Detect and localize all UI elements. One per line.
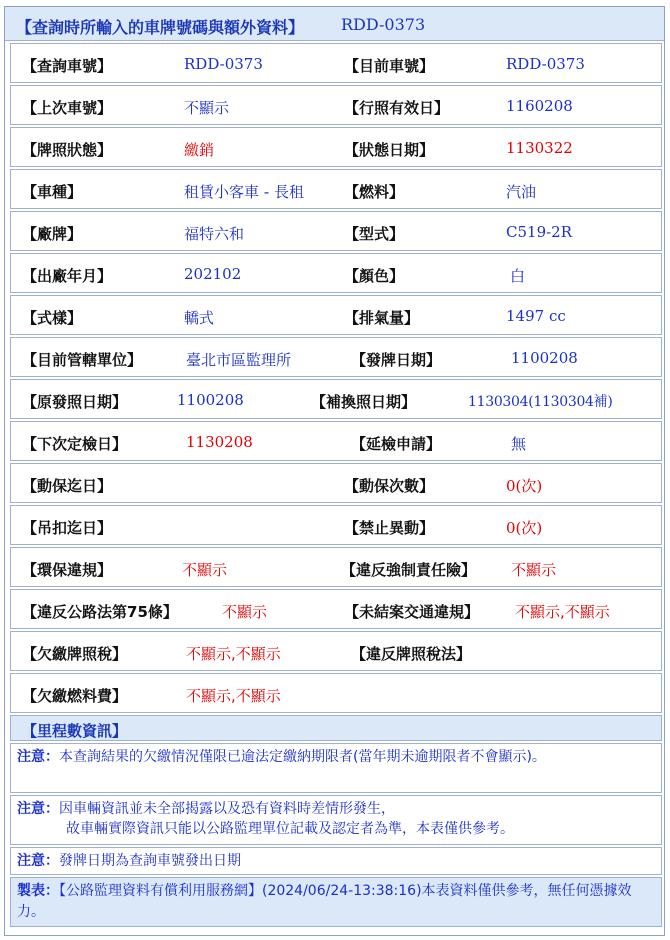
note-text: 本查詢結果的欠繳情況僅限已逾法定繳納期限者(當年期未逾期限者不會顯示)。 xyxy=(59,749,546,765)
field-label: 【型式】 xyxy=(344,225,405,243)
field-label: 【違反強制責任險】 xyxy=(341,561,477,579)
field-label: 【禁止異動】 xyxy=(344,519,435,537)
field-value: RDD-0373 xyxy=(506,55,585,73)
field-value: 1100208 xyxy=(511,349,578,367)
report-footer xyxy=(10,877,662,927)
field-value: 繳銷 xyxy=(184,141,215,159)
field-label: 【排氣量】 xyxy=(344,309,420,327)
field-value: 202102 xyxy=(184,265,242,283)
note-box xyxy=(10,847,662,875)
info-row xyxy=(10,127,662,167)
info-row xyxy=(10,169,662,209)
field-value: 0(次) xyxy=(506,477,543,495)
field-value: 不顯示,不顯示 xyxy=(186,645,281,663)
note-label: 注意： xyxy=(17,853,59,869)
info-row xyxy=(10,463,662,503)
field-value: 轎式 xyxy=(184,309,215,327)
field-value: C519-2R xyxy=(506,223,573,241)
field-value: 汽油 xyxy=(506,183,537,201)
note-text-line2: 故車輛實際資訊只能以公路監理單位記載及認定者為準，本表僅供參考。 xyxy=(66,821,514,837)
field-label: 【狀態日期】 xyxy=(344,141,435,159)
vehicle-report-table xyxy=(4,6,665,936)
info-row xyxy=(10,43,662,83)
field-label: 【車種】 xyxy=(22,183,83,201)
field-label: 【廠牌】 xyxy=(22,225,83,243)
field-label: 【欠繳牌照稅】 xyxy=(22,645,128,663)
info-row xyxy=(10,589,662,629)
field-label: 【動保迄日】 xyxy=(22,477,113,495)
info-row xyxy=(10,673,662,713)
field-label: 【燃料】 xyxy=(344,183,405,201)
field-label: 【查詢車號】 xyxy=(22,57,113,75)
note-label: 注意： xyxy=(17,749,59,765)
field-value: 1100208 xyxy=(177,391,244,409)
field-value: 1130304(1130304補) xyxy=(468,394,613,410)
field-value: 不顯示 xyxy=(222,603,268,621)
field-value: 1130208 xyxy=(186,433,253,451)
info-row xyxy=(10,379,662,419)
header-plate: RDD-0373 xyxy=(341,15,426,34)
mileage-label: 【里程數資訊】 xyxy=(22,722,128,740)
note-box xyxy=(10,795,662,845)
field-label: 【環保違規】 xyxy=(22,561,113,579)
field-value: 無 xyxy=(511,435,527,453)
field-label: 【違反牌照稅法】 xyxy=(351,645,472,663)
field-label: 【原發照日期】 xyxy=(22,393,128,411)
note-text: 發牌日期為查詢車號發出日期 xyxy=(59,853,241,869)
field-label: 【違反公路法第75條】 xyxy=(22,603,178,621)
header-title: 【查詢時所輸入的車牌號碼與額外資料】 xyxy=(16,18,305,37)
field-value: 白 xyxy=(510,267,526,285)
field-value: 不顯示,不顯示 xyxy=(515,603,610,621)
field-label: 【目前車號】 xyxy=(344,57,435,75)
field-label: 【式樣】 xyxy=(22,309,83,327)
info-row xyxy=(10,295,662,335)
footer-label: 製表： xyxy=(17,883,59,899)
field-label: 【吊扣迄日】 xyxy=(22,519,113,537)
info-row xyxy=(10,85,662,125)
field-value: 1160208 xyxy=(506,97,573,115)
note-box xyxy=(10,743,662,793)
field-value: 不顯示,不顯示 xyxy=(186,687,281,705)
field-value: 1497 cc xyxy=(506,307,566,325)
note-text: 因車輛資訊並未全部揭露以及恐有資料時差情形發生， xyxy=(59,801,395,817)
info-row xyxy=(10,505,662,545)
field-value: 福特六和 xyxy=(184,225,245,243)
field-label: 【延檢申請】 xyxy=(351,435,442,453)
field-value: 不顯示 xyxy=(184,99,230,117)
field-label: 【顏色】 xyxy=(344,267,405,285)
field-value: 1130322 xyxy=(506,139,573,157)
info-row xyxy=(10,253,662,293)
field-label: 【補換照日期】 xyxy=(311,393,417,411)
info-row xyxy=(10,631,662,671)
field-value: 臺北市區監理所 xyxy=(186,351,292,369)
field-label: 【發牌日期】 xyxy=(351,351,442,369)
field-value: RDD-0373 xyxy=(184,55,263,73)
field-value: 不顯示 xyxy=(182,561,228,579)
field-label: 【未結案交通違規】 xyxy=(344,603,480,621)
info-row xyxy=(10,337,662,377)
field-value: 0(次) xyxy=(506,519,543,537)
note-label: 注意： xyxy=(17,801,59,817)
info-row xyxy=(10,211,662,251)
field-label: 【上次車號】 xyxy=(22,99,113,117)
field-label: 【出廠年月】 xyxy=(22,267,113,285)
field-label: 【下次定檢日】 xyxy=(22,435,128,453)
mileage-section xyxy=(10,715,662,741)
footer-text: 【公路監理資料有償利用服務網】(2024/06/24-13:38:16)本表資料僅供參考，無任何憑據效力。 xyxy=(17,883,632,920)
field-value: 租賃小客車 - 長租 xyxy=(184,183,304,201)
info-row xyxy=(10,547,662,587)
field-label: 【動保次數】 xyxy=(344,477,435,495)
field-label: 【牌照狀態】 xyxy=(22,141,113,159)
field-label: 【目前管轄單位】 xyxy=(22,351,143,369)
info-row xyxy=(10,421,662,461)
field-value: 不顯示 xyxy=(511,561,557,579)
report-header xyxy=(5,7,664,41)
field-label: 【行照有效日】 xyxy=(344,99,450,117)
field-label: 【欠繳燃料費】 xyxy=(22,687,128,705)
